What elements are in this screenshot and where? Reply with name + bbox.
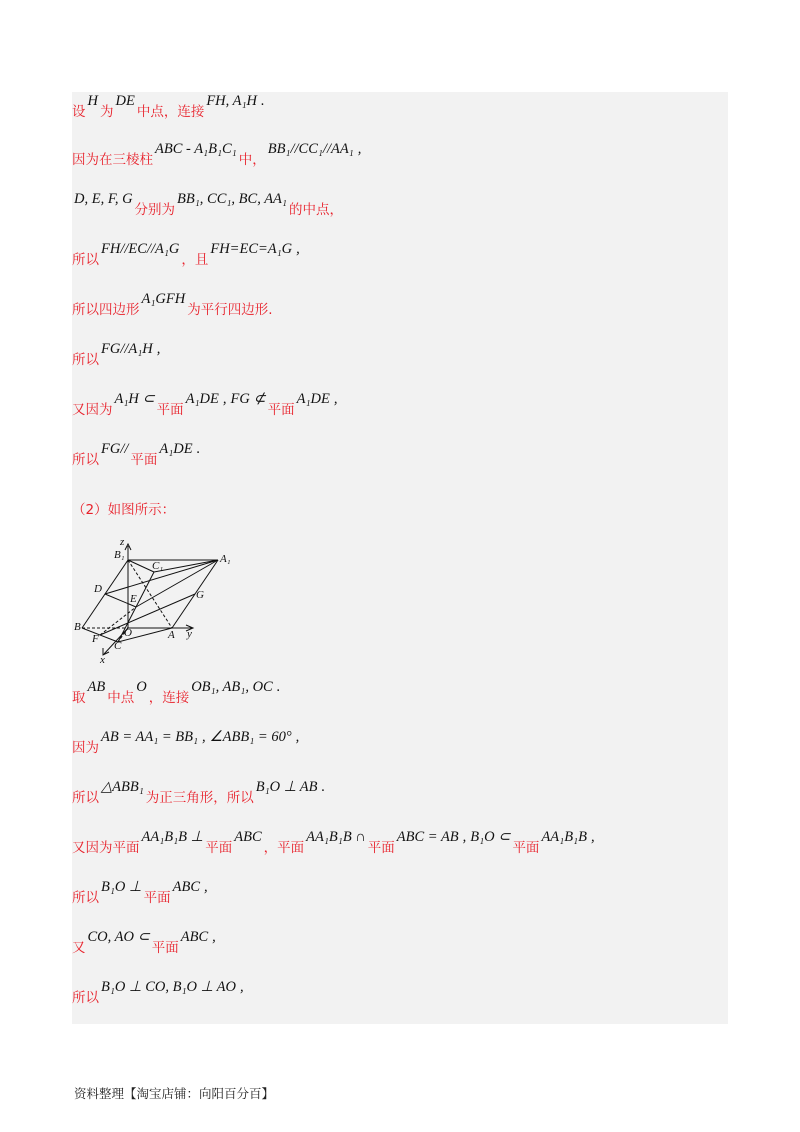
chinese-text: 中， [238,152,266,168]
math-expression: AA₁B₁B ⊥ [141,829,204,845]
solution-line [72,391,339,422]
label-y: y [187,628,192,640]
solution-line [72,93,267,124]
math-expression: A₁H ⊂ [114,391,155,407]
solution-line [72,729,301,760]
chinese-text: 为正三角形，所以 [145,790,254,806]
math-expression: H [87,93,98,109]
footer-note: 资料整理【淘宝店铺：向阳百分百】 [74,1086,275,1101]
chinese-text: 平面 [267,402,295,418]
label-f: F [92,633,99,645]
math-expression: , [295,729,300,745]
math-expression: A₁DE [159,441,193,457]
chinese-text: 因为在三棱柱 [72,152,153,168]
label-c1: C₁ [152,560,164,572]
chinese-text: 平面 [143,890,171,906]
math-expression: B₁O ⊂ [470,829,511,845]
label-b: B [74,621,81,633]
math-expression: . [261,93,265,109]
math-expression: ∠ABB₁ = 60° [209,729,292,745]
chinese-text: 所以 [72,252,99,268]
chinese-text: 又因为 [72,402,113,418]
chinese-text: ，连接 [148,690,190,706]
prism-figure [72,536,242,666]
solution-line [72,679,282,710]
math-expression: AB [87,679,106,695]
chinese-text: 所以 [72,352,99,368]
chinese-text: 中点 [107,690,135,706]
math-expression: . [196,441,201,457]
math-expression: A₁DE [185,391,219,407]
chinese-text: 平面 [512,840,540,856]
chinese-text: 所以 [72,990,99,1006]
math-expression: BB₁, CC₁, BC, AA₁ [177,191,287,207]
chinese-text: 为平行四边形. [187,302,273,318]
math-expression: D, E, F, G [74,191,133,207]
chinese-text: 所以 [72,890,99,906]
chinese-text: 设 [72,104,86,120]
chinese-text: 因为 [72,740,99,756]
chinese-text: 为 [99,104,114,120]
label-o: O [124,627,132,639]
solution-line [72,929,218,960]
chinese-text: 平面 [130,452,158,468]
chinese-text: 取 [72,690,86,706]
chinese-text: 所以 [72,790,99,806]
math-expression: AB = AA₁ = BB₁ [101,729,199,745]
solution-line [72,879,210,910]
chinese-text: 又因为平面 [72,840,140,856]
math-expression: AA₁B₁B [541,829,587,845]
math-expression: . [276,679,281,695]
math-expression: . [321,779,326,795]
math-expression: DE [115,93,135,109]
math-expression: △ABB₁ [101,779,144,795]
solution-line [72,979,246,1010]
solution-line [72,341,162,372]
chinese-text: 的中点， [288,202,343,218]
math-expression: B₁O ⊥ CO, B₁O ⊥ AO [101,979,236,995]
label-c: C [114,640,122,652]
math-expression: FH//EC//A₁G [101,241,180,257]
math-expression: FG// [101,441,129,457]
solution-line [72,291,273,322]
math-expression: , [222,391,227,407]
math-expression: FH=EC=A₁G [210,241,293,257]
math-expression: B₁O ⊥ [101,879,142,895]
math-expression: A₁DE [296,391,330,407]
math-expression: FG//A₁H [101,341,153,357]
math-expression: ABC = AB [396,829,459,845]
chinese-text: 又 [72,940,86,956]
math-expression: ABC - A₁B₁C₁ [155,141,237,157]
label-x: x [100,654,105,666]
label-e: E [130,593,137,605]
chinese-text: 中点，连接 [136,104,205,120]
math-expression: ABC [172,879,201,895]
solution-line [72,241,302,272]
math-expression: OB₁, AB₁, OC [191,679,273,695]
solution-line [72,141,363,172]
math-expression: O [136,679,147,695]
math-expression: FG ⊄ [230,391,266,407]
chinese-text: ，且 [181,252,209,268]
math-expression: FH, A₁H [206,93,258,109]
chinese-text: 所以四边形 [72,302,140,318]
solution-line [72,498,175,522]
math-expression: A₁GFH [141,291,186,307]
math-expression: CO, AO ⊂ [87,929,150,945]
solution-line [72,779,327,810]
math-expression: , [212,929,216,945]
solution-line [72,441,202,472]
math-expression: ABC [234,829,262,845]
chinese-text: 平面 [151,940,179,956]
math-expression: ABC [180,929,209,945]
math-expression: B₁O ⊥ AB [255,779,318,795]
math-expression: , [204,879,208,895]
label-a: A [168,629,175,641]
math-expression: , [156,341,161,357]
chinese-text: 平面 [156,402,184,418]
chinese-text: 分别为 [134,202,176,218]
chinese-text: 平面 [367,840,395,856]
math-expression: , [590,829,595,845]
math-expression: , [333,391,338,407]
chinese-text: 所以 [72,452,99,468]
label-z: z [120,536,125,548]
label-d: D [94,583,102,595]
label-b1: B₁ [114,549,125,561]
label-g: G [196,589,204,601]
math-expression: , [357,141,362,157]
chinese-text: （2）如图所示： [72,502,176,518]
solution-line [72,829,597,860]
solution-line [72,191,343,222]
math-expression: BB₁//CC₁//AA₁ [267,141,354,157]
math-expression: , [462,829,467,845]
math-expression: AA₁B₁B ∩ [306,829,366,845]
math-expression: , [202,729,206,745]
math-expression: , [296,241,300,257]
label-a1: A₁ [220,553,231,565]
chinese-text: ，平面 [263,840,305,856]
math-expression: , [239,979,244,995]
chinese-text: 平面 [205,840,233,856]
